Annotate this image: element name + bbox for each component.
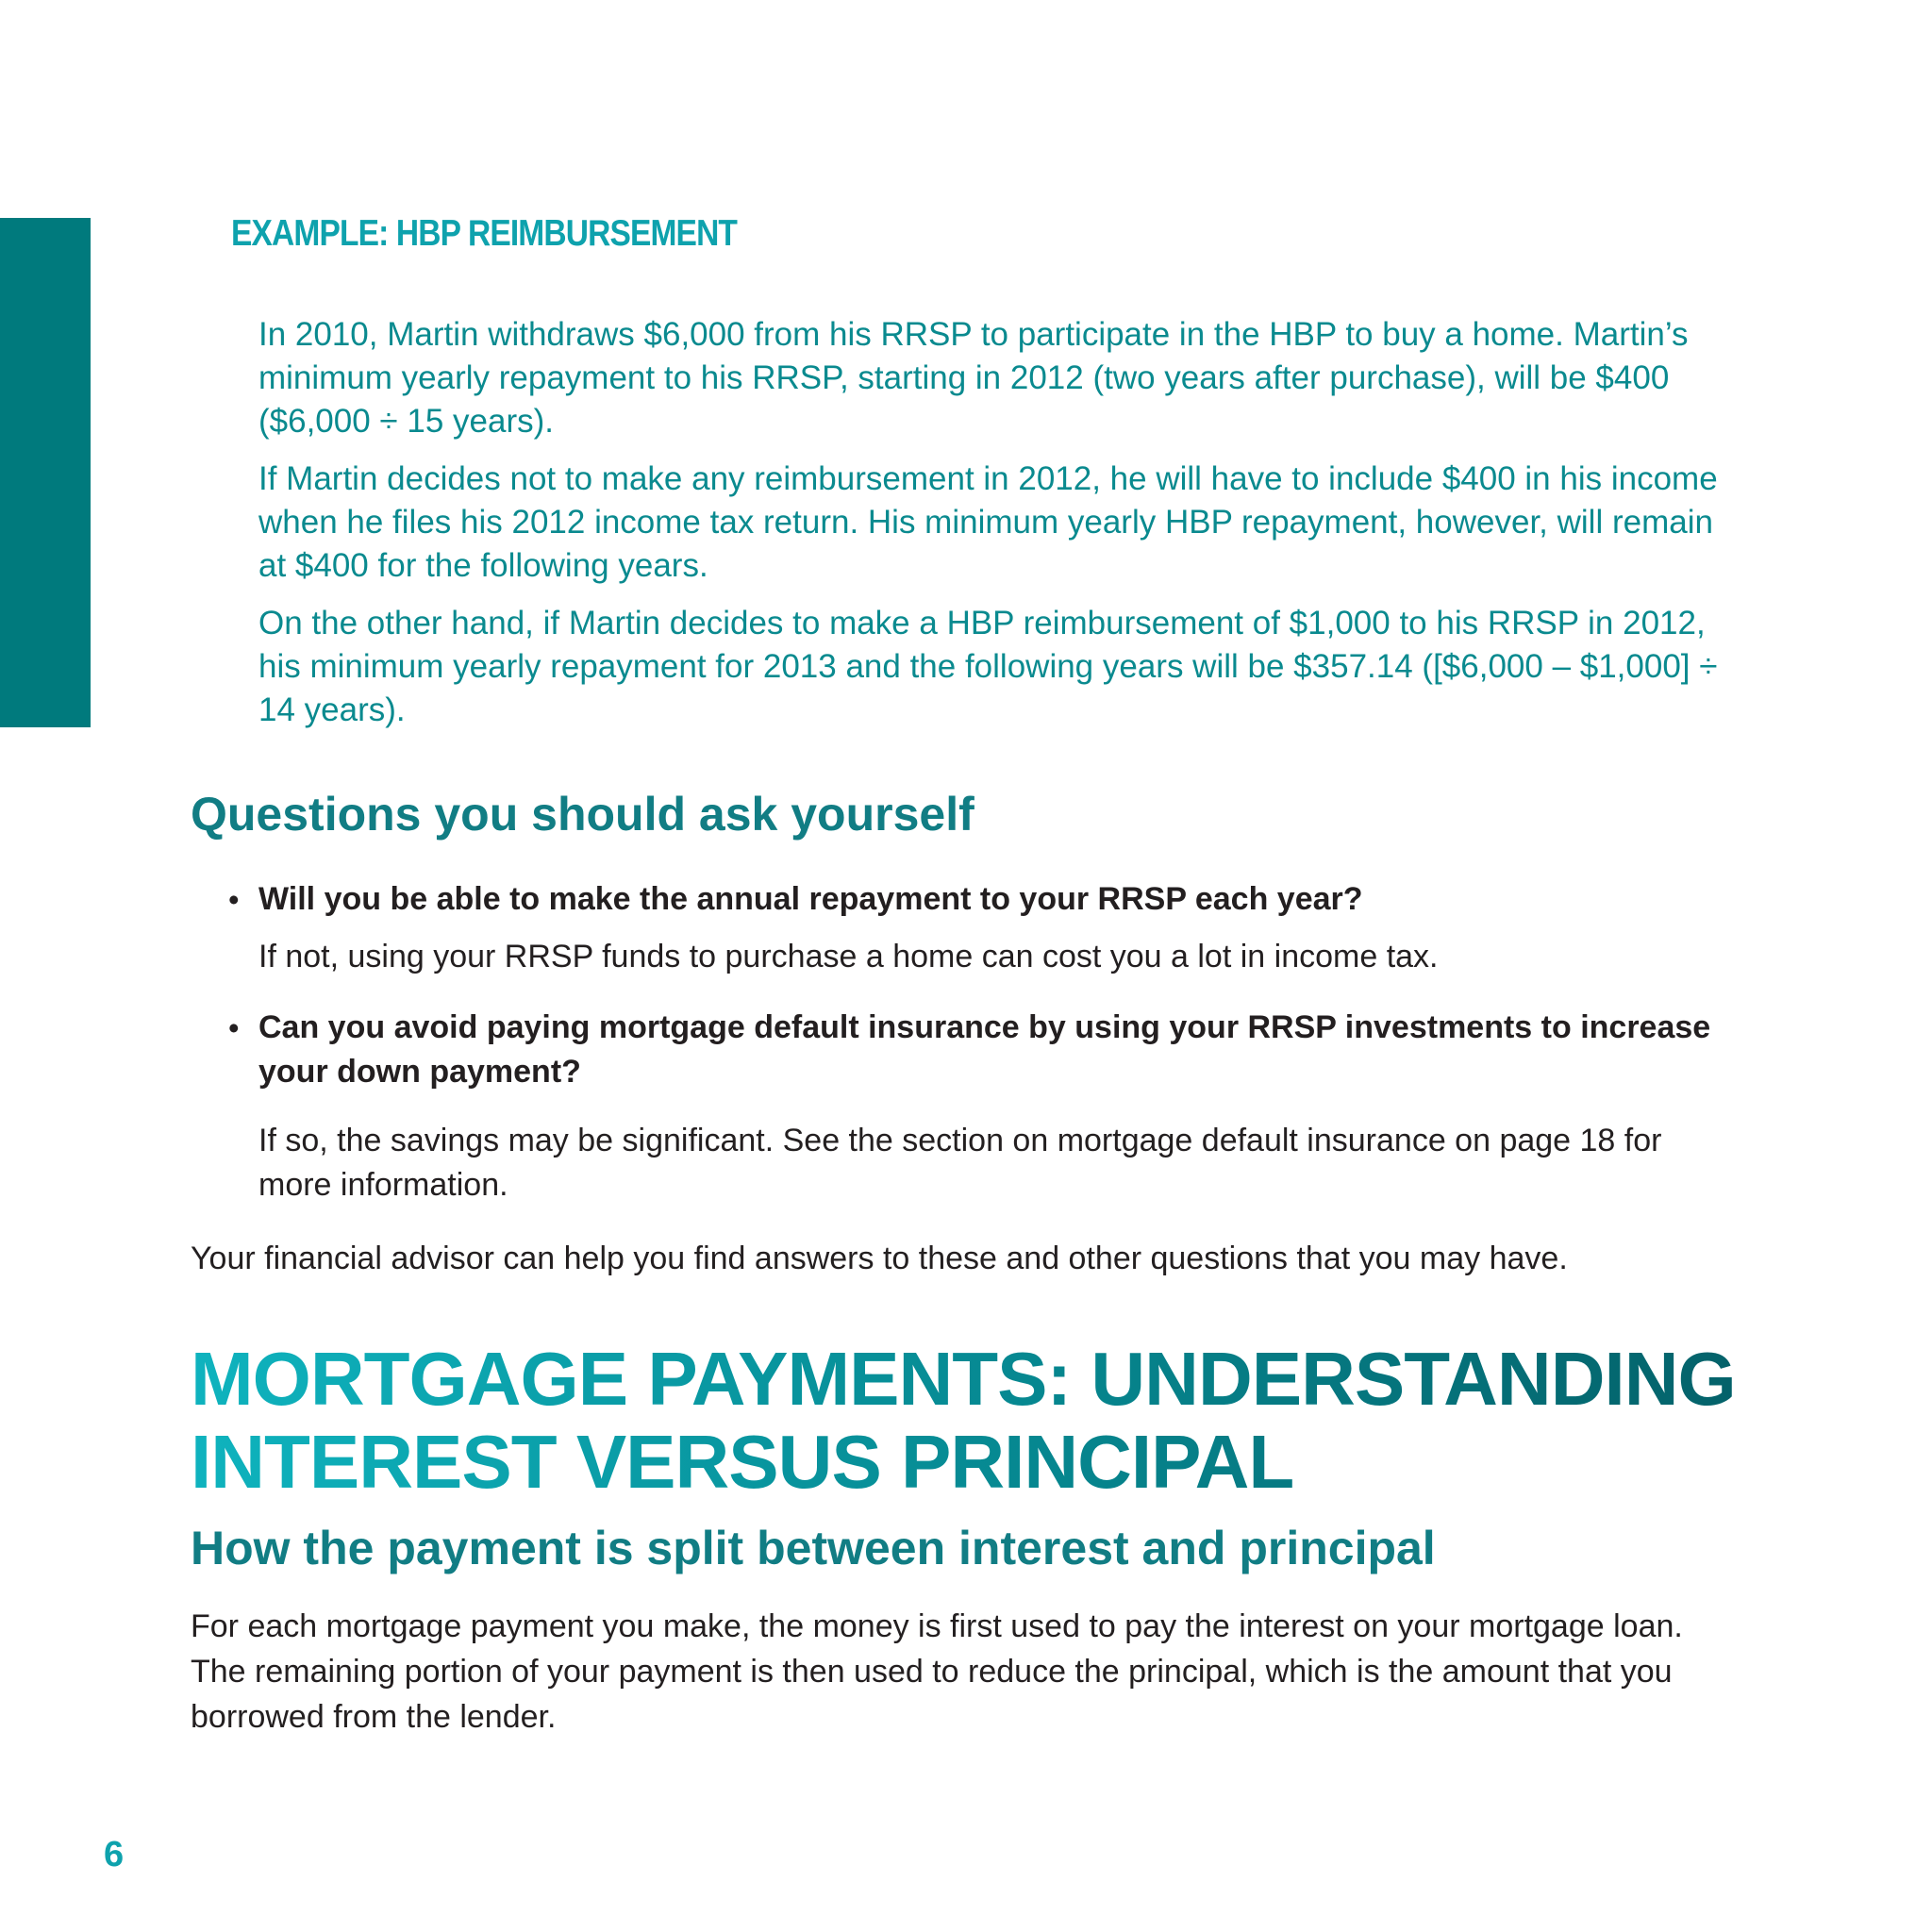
subsection-heading: How the payment is split between interest and principal [191, 1522, 1436, 1574]
example-title: EXAMPLE: HBP REIMBURSEMENT [231, 213, 738, 254]
section-heading [191, 1338, 1736, 1504]
side-accent-bar [0, 218, 91, 727]
section-heading-line-2: INTEREST VERSUS PRINCIPAL [191, 1420, 1294, 1504]
question-answer: If not, using your RRSP funds to purchase a home can cost you a lot in income tax. [258, 939, 1439, 974]
question-text: Can you avoid paying mortgage default insurance by using your RRSP investments to increase your down payment? [258, 1009, 1711, 1090]
questions-list [228, 877, 1738, 1208]
question-item [228, 1006, 1738, 1208]
page-number: 6 [104, 1835, 125, 1874]
question-item [228, 877, 1738, 979]
example-box [258, 313, 1730, 746]
example-paragraph: In 2010, Martin withdraws $6,000 from his RRSP to participate in the HBP to buy a home. Martin’s minimum yearly repayment to his RRSP, starting in 2012 (two years after purchase), will be $400 ($6,000 ÷ 15 years). [258, 316, 1689, 440]
question-text: Will you be able to make the annual repayment to your RRSP each year? [258, 881, 1363, 917]
section-heading-line-1: MORTGAGE PAYMENTS: UNDERSTANDING [191, 1337, 1736, 1421]
bullet-icon: • [228, 882, 240, 917]
questions-heading: Questions you should ask yourself [191, 788, 974, 841]
example-paragraph: If Martin decides not to make any reimbursement in 2012, he will have to include $400 in his income when he files his 2012 income tax return. His minimum yearly HBP repayment, however, will remain at $400 for the following years. [258, 460, 1718, 584]
advisor-note: Your financial advisor can help you find answers to these and other questions that you may have. [191, 1241, 1568, 1276]
bullet-icon: • [228, 1010, 240, 1045]
example-paragraph: On the other hand, if Martin decides to make a HBP reimbursement of $1,000 to his RRSP in 2012, his minimum yearly repayment for 2013 and the following years will be $357.14 ([$6,000 – $1,000] ÷ 14 years). [258, 605, 1718, 728]
question-answer: If so, the savings may be significant. See the section on mortgage default insurance on page 18 for more information. [258, 1123, 1662, 1203]
body-paragraph: For each mortgage payment you make, the money is first used to pay the interest on your mortgage loan. The remaining portion of your payment is then used to reduce the principal, which is the amount that you borrowed from the lender. [191, 1608, 1683, 1735]
